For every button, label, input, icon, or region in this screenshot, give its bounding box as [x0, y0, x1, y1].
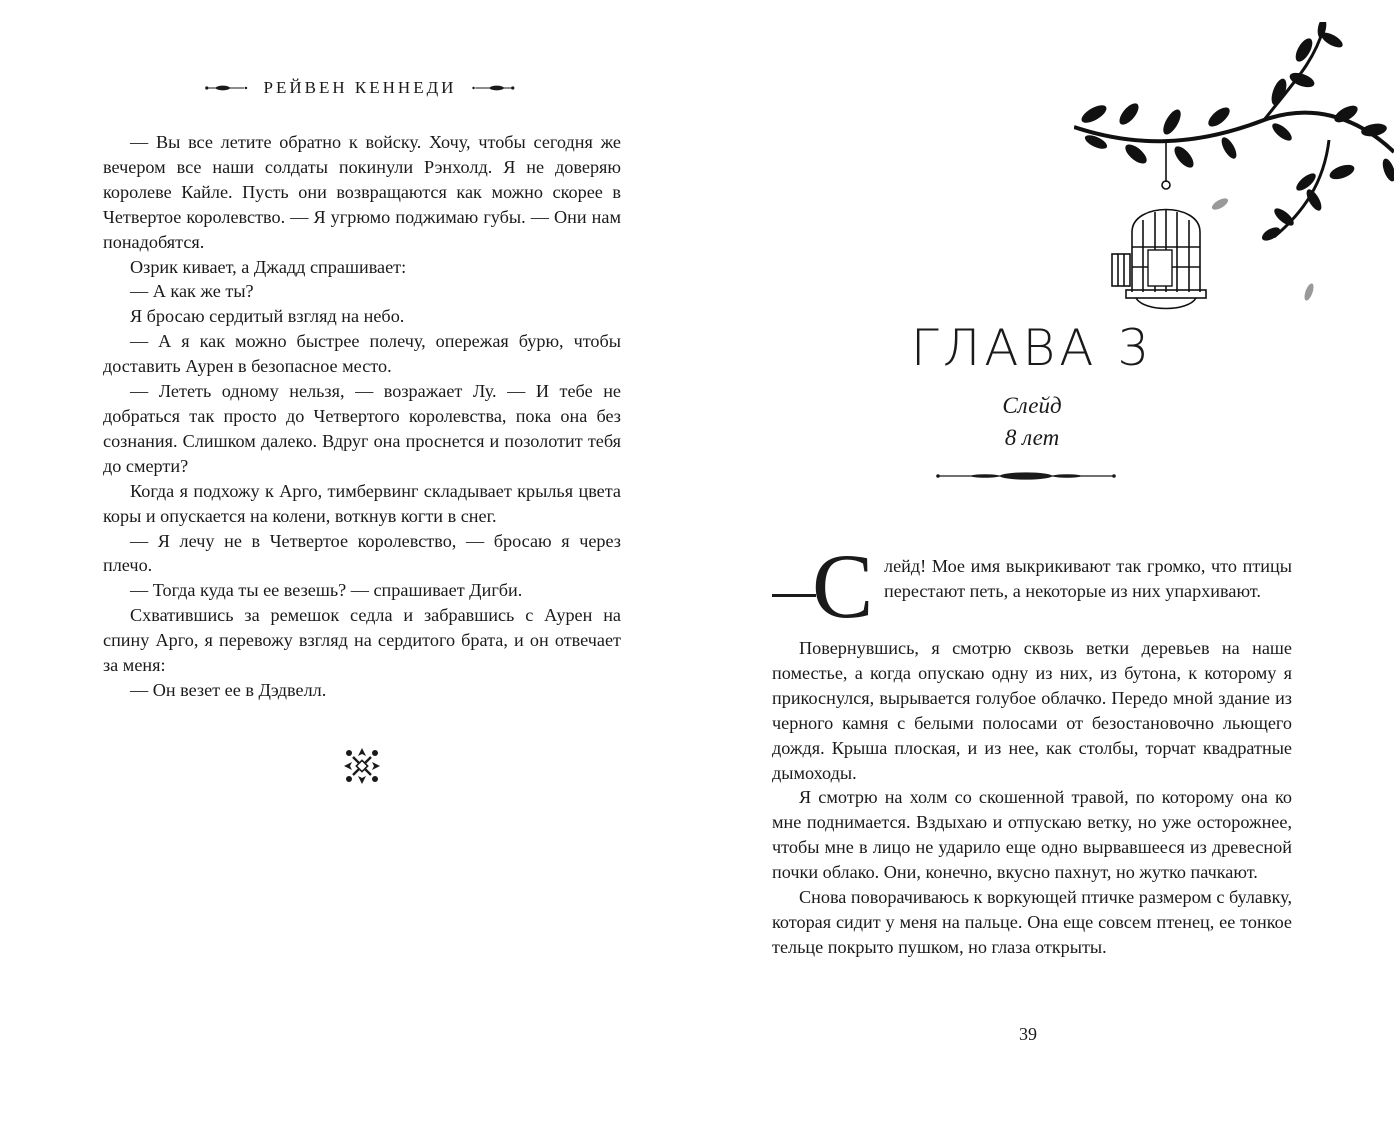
- paragraph: Снова поворачиваюсь к воркующей птичке размером с булавку, которая сидит у меня на пальце. Она еще совсем птенец, ее тонкое тельце покрыто пушком, но глаза открыты.: [772, 887, 1292, 957]
- opening-paragraph: [772, 535, 1292, 637]
- running-header-title: РЕЙВЕН КЕННЕДИ: [263, 78, 457, 97]
- dropcap-letter: С: [812, 535, 874, 637]
- right-body-text: [772, 535, 1292, 960]
- dropcap: [772, 535, 882, 637]
- left-body-text: [103, 130, 621, 703]
- paragraph: Схватившись за ремешок седла и забравшись с Аурен на спину Арго, я перевожу взгляд на сердитого брата, и он отвечает за меня:: [103, 605, 621, 676]
- paragraph: Повернувшись, я смотрю сквозь ветки деревьев на наше поместье, а когда опускаю одну из них, из бутона, к которому я прикоснулся, вырывается голубое облачко. Передо мной здание из черного камня с белыми полосами от безостановочно льющего дождя. Крыша плоская, и из нее, как столбы, торчат квадратные дымоходы.: [772, 638, 1292, 783]
- branch-birdcage-illustration: [1074, 22, 1394, 322]
- paragraph: — А я как можно быстрее полечу, опережая бурю, чтобы доставить Аурен в безопасное место.: [103, 331, 621, 377]
- paragraph: — Лететь одному нельзя, — возражает Лу. — И тебе не добраться так просто до Четвертого королевства, пока она без сознания. Слишком далеко. Вдруг она проснется и позолотит тебя до смерти?: [103, 381, 621, 476]
- paragraph: — Вы все летите обратно к войску. Хочу, чтобы сегодня же вечером все наши солдаты покинули Рэнхолд. Я не доверяю королеве Кайле. Пусть они возвращаются как можно скорее в Четвертое королевство. — Я угрюмо поджимаю губы. — Они нам понадобятся.: [103, 132, 621, 252]
- page-number: 39: [1019, 1024, 1037, 1044]
- paragraph: Озрик кивает, а Джадд спрашивает:: [130, 256, 407, 277]
- header-right-ornament: [470, 84, 515, 92]
- right-page: [697, 0, 1394, 1125]
- paragraph: — Тогда куда ты ее везешь? — спрашивает Дигби.: [130, 580, 523, 601]
- header-left-ornament: [205, 84, 250, 92]
- fleuron-ornament-icon: [340, 744, 384, 788]
- chapter-divider-ornament: [935, 470, 1117, 482]
- paragraph: Когда я подхожу к Арго, тимбервинг складывает крылья цвета коры и опускается на колени, воткнув когти в снег.: [103, 480, 621, 526]
- chapter-title: ГЛАВА 3: [910, 319, 1154, 377]
- paragraph: — Он везет ее в Дэдвелл.: [130, 679, 327, 700]
- paragraph: Я бросаю сердитый взгляд на небо.: [130, 306, 405, 327]
- paragraph: — Я лечу не в Четвертое королевство, — бросаю я через плечо.: [103, 530, 621, 576]
- chapter-age: 8 лет: [1004, 425, 1060, 450]
- paragraph: — А как же ты?: [130, 281, 254, 302]
- running-header: [205, 78, 515, 98]
- chapter-narrator: Слейд: [1002, 393, 1062, 418]
- dropcap-dash: [772, 594, 816, 597]
- opening-text: лейд! Мое имя выкрикивают так громко, что птицы перестают петь, а некоторые из них упархивают.: [884, 556, 1292, 601]
- paragraph: Я смотрю на холм со скошенной травой, по которому она ко мне поднимается. Вздыхаю и отпускаю ветку, но уже осторожнее, чтобы мне в лицо не ударило еще одно вырвавшееся из древесной почки облако. Они, конечно, вкусно пахнут, но жутко пачкают.: [772, 787, 1292, 883]
